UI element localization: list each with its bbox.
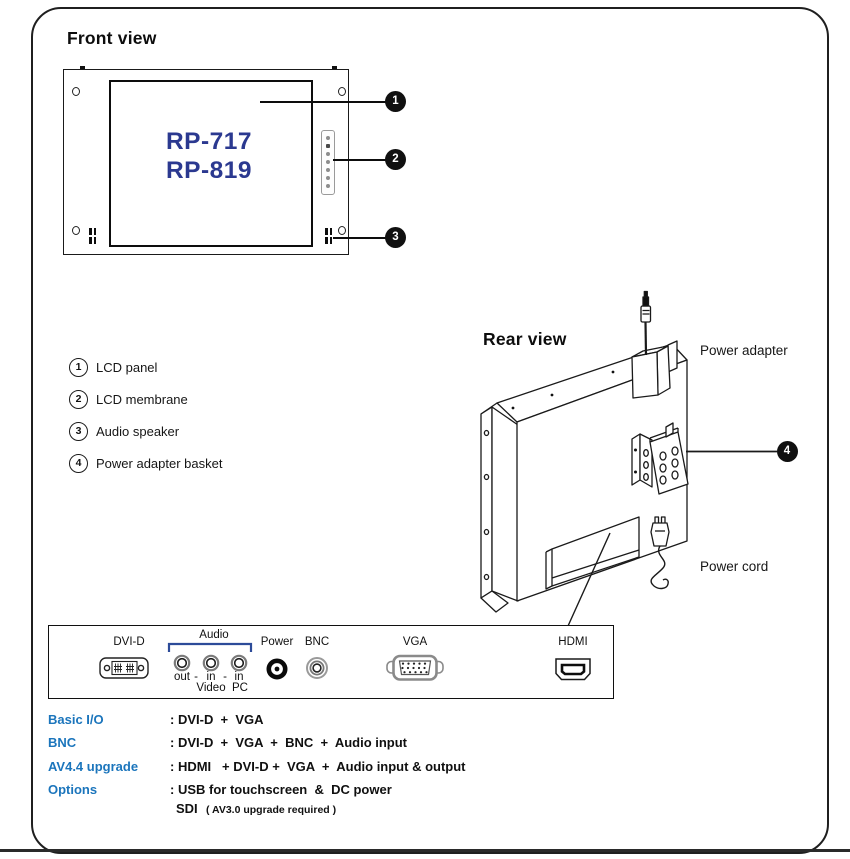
- footer-rule: [0, 849, 850, 852]
- screw-hole-top-left: [72, 87, 80, 96]
- callout-4-badge: 4: [777, 441, 798, 462]
- hdmi-connector-icon: [556, 659, 590, 680]
- rear-view-drawing: [440, 285, 810, 640]
- front-view-title: Front view: [67, 28, 157, 48]
- audio-pc-label: PC: [232, 682, 248, 694]
- speaker-grille-right: [330, 228, 333, 235]
- model-numbers: [109, 127, 309, 185]
- rivet: [512, 407, 515, 410]
- legend-number: 3: [69, 422, 88, 441]
- rivet: [612, 371, 615, 374]
- rear-view-title: Rear view: [483, 329, 567, 349]
- vga-label: VGA: [402, 636, 428, 648]
- legend-item-power-adapter-basket: [69, 454, 329, 472]
- power-icon: [326, 184, 330, 188]
- ear-screw-hole: [484, 475, 488, 480]
- audio-label: Audio: [199, 629, 229, 641]
- legend-number: 1: [69, 358, 88, 377]
- audio-video-label: Video: [196, 682, 226, 694]
- option-value-bnc: : DVI-D + VGA + BNC + Audio input: [170, 735, 408, 750]
- dvi-connector-icon: [100, 658, 148, 678]
- audio-out-label: out: [174, 671, 190, 683]
- option-label-av44-upgrade: AV4.4 upgrade: [48, 759, 139, 774]
- audio-in-label: in: [206, 671, 216, 683]
- legend-label: Audio speaker: [96, 423, 180, 439]
- speaker-grille-left: [89, 237, 92, 244]
- speaker-grille-right: [330, 237, 333, 244]
- audio-dash: -: [223, 671, 227, 683]
- power-adapter-label: Power adapter: [700, 343, 788, 358]
- speaker-grille-right: [325, 228, 328, 235]
- auto-icon: [326, 136, 330, 140]
- bnc-connector-icon: [307, 658, 327, 678]
- option-label-basic-io: Basic I/O: [48, 712, 104, 727]
- legend-number: 4: [69, 454, 88, 473]
- audio-dash: -: [194, 671, 198, 683]
- bnc-label: BNC: [304, 636, 330, 648]
- screw-hole-top-right: [338, 87, 346, 96]
- bezel-tick-right: [332, 66, 337, 69]
- legend-item-lcd-panel: [69, 358, 329, 376]
- callout-1-line: [260, 101, 386, 103]
- vga-connector-icon: [387, 656, 443, 680]
- sdi-option-note: ( AV3.0 upgrade required ): [206, 803, 337, 816]
- lcd-membrane-keypad: [321, 130, 335, 195]
- hdmi-label: HDMI: [558, 636, 588, 648]
- ear-screw-hole: [484, 530, 488, 535]
- power-label: Power: [260, 636, 294, 648]
- option-label-bnc: BNC: [48, 735, 77, 750]
- callout-3-badge: 3: [385, 227, 406, 248]
- callout-2-line: [333, 159, 386, 161]
- sdi-option-name: SDI: [176, 801, 198, 816]
- plus-icon: [326, 152, 330, 156]
- menu-icon: [326, 144, 330, 148]
- dvi-label: DVI-D: [113, 636, 145, 648]
- callout-3-line: [333, 237, 386, 239]
- option-value-basic-io: : DVI-D + VGA: [170, 712, 264, 727]
- power-jack-icon: [269, 661, 285, 677]
- up-icon: [326, 168, 330, 172]
- option-value-av44-upgrade: : HDMI + DVI-D + VGA + Audio input & output: [170, 759, 466, 774]
- power-adapter-box: [632, 346, 670, 398]
- speaker-grille-right: [325, 237, 328, 244]
- model-line-2: RP-819: [165, 157, 253, 184]
- bezel-tick-left: [80, 66, 85, 69]
- speaker-grille-left: [94, 228, 97, 235]
- model-line-1: RP-717: [165, 128, 253, 155]
- legend-label: LCD panel: [96, 359, 158, 375]
- rear-side-face: [492, 407, 518, 601]
- screw-hole-bottom-left: [72, 226, 80, 235]
- legend-label: Power adapter basket: [96, 455, 223, 471]
- speaker-grille-left: [94, 237, 97, 244]
- minus-icon: [326, 160, 330, 164]
- audio-in-label: in: [234, 671, 244, 683]
- callout-2-badge: 2: [385, 149, 406, 170]
- option-value-options: : USB for touchscreen & DC power: [170, 782, 392, 797]
- down-icon: [326, 176, 330, 180]
- power-cord-label: Power cord: [700, 559, 769, 574]
- legend-number: 2: [69, 390, 88, 409]
- ear-screw-hole: [484, 575, 488, 580]
- audio-jacks-icon: [175, 656, 246, 670]
- audio-group-bracket: [169, 644, 251, 652]
- legend-label: LCD membrane: [96, 391, 188, 407]
- dc-plug-icon: [641, 292, 651, 356]
- legend-item-audio-speaker: [69, 422, 329, 440]
- screw-hole-bottom-right: [338, 226, 346, 235]
- option-label-options: Options: [48, 782, 98, 797]
- rivet: [551, 394, 554, 397]
- io-connectors-drawing: [48, 625, 612, 697]
- callout-1-badge: 1: [385, 91, 406, 112]
- speaker-grille-left: [89, 228, 92, 235]
- ear-screw-hole: [484, 431, 488, 436]
- legend-item-lcd-membrane: [69, 390, 329, 408]
